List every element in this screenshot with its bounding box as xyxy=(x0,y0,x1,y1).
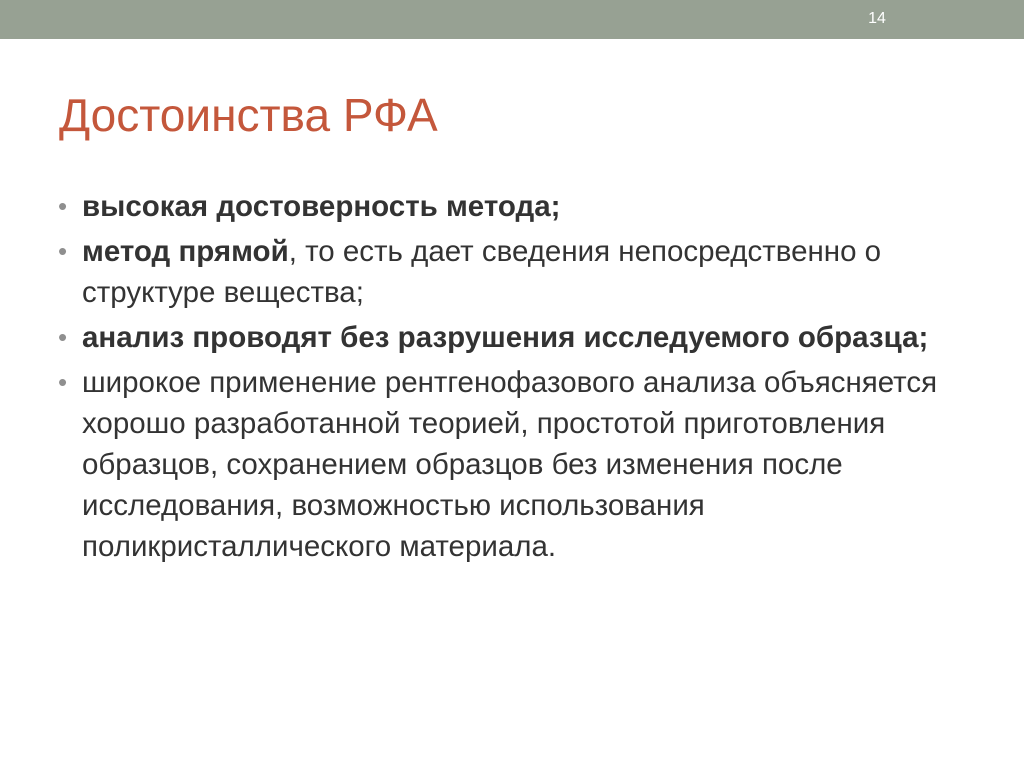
bullet-item xyxy=(58,362,958,567)
slide-number: 14 xyxy=(868,10,886,27)
bullet-dot-icon: • xyxy=(58,236,68,266)
bullet-item xyxy=(58,231,958,313)
bullet-item xyxy=(58,186,958,227)
bullet-bold-text: анализ проводят без разрушения исследуемого образца; xyxy=(82,321,929,354)
bullet-dot-icon: • xyxy=(58,322,68,352)
bullet-text: , то есть дает сведения непосредственно о структуре вещества; xyxy=(82,235,882,309)
bullet-item xyxy=(58,317,958,358)
bullet-text: широкое применение рентгенофазового анализа объясняется хорошо разработанной теорией, простотой приготовления образцов, сохранением образцов без изменения после исследования, возможностью использования поликристаллического материала. xyxy=(82,366,938,563)
slide-title: Достоинства РФА xyxy=(59,89,438,141)
bullet-list xyxy=(58,186,958,571)
bullet-bold-text: высокая достоверность метода; xyxy=(82,190,561,223)
bullet-dot-icon: • xyxy=(58,367,68,397)
top-bar xyxy=(0,0,1024,39)
bullet-dot-icon: • xyxy=(58,191,68,221)
bullet-bold-text: метод прямой xyxy=(82,235,289,268)
